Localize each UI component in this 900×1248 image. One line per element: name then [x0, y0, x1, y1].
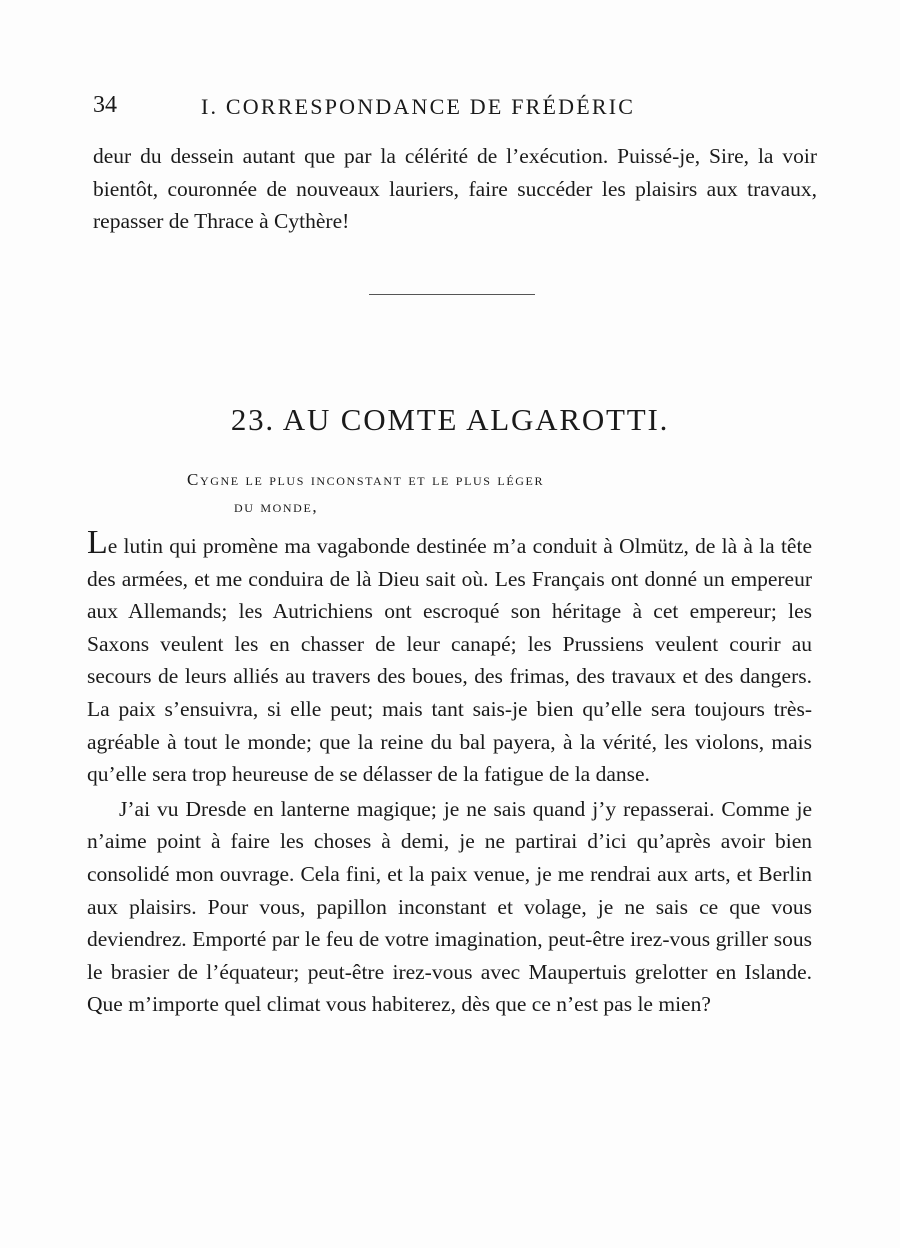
paragraph-1-text: e lutin qui promène ma vagabonde destinée m’a conduit à Olmütz, de là à la tête des armées, et me conduira de là Dieu sait où. Les Français ont donné un empereur aux Allemands; les Autrichiens ont escroqué son héritage à cet empereur; les Saxons veulent les en chasser de leur canapé; les Prussiens veulent courir au secours de leurs alliés au travers des boues, des frimas, des travaux et des dangers. La paix s’ensuivra, si elle peut; mais tant sais-je bien qu’elle sera toujours très-agréable à tout le monde; que la reine du bal payera, à la vérité, les violons, mais qu’elle sera trop heureuse de se délasser de la fatigue de la danse.	[87, 534, 812, 787]
salutation	[187, 466, 707, 520]
running-head	[93, 92, 813, 124]
running-title: I. CORRESPONDANCE DE FRÉDÉRIC	[201, 94, 636, 119]
letter-body	[87, 524, 812, 1021]
salutation-line-1: Cygne le plus inconstant et le plus léger	[187, 470, 545, 489]
section-divider	[369, 294, 535, 295]
continuation-paragraph: deur du dessein autant que par la célérité de l’exécution. Puissé-je, Sire, la voir bientôt, couronnée de nouveaux lauriers, faire succéder les plaisirs aux travaux, repasser de Thrace à Cythère!	[93, 144, 817, 234]
drop-cap: L	[87, 524, 108, 561]
letter-paragraph-2: J’ai vu Dresde en lanterne magique; je ne sais quand j’y repasserai. Comme je n’aime point à faire les choses à demi, je ne partirai d’ici qu’après avoir bien consolidé mon ouvrage. Cela fini, et la paix venue, je me rendrai aux arts, et Berlin aux plaisirs. Pour vous, papillon inconstant et volage, je ne sais ce que vous deviendrez. Emporté par le feu de votre imagination, peut-être irez-vous griller sous le brasier de l’équateur; peut-être irez-vous avec Maupertuis grelotter en Islande. Que m’importe quel climat vous habiterez, dès que ce n’est pas le mien?	[87, 796, 812, 1017]
letter-paragraph-1	[87, 524, 812, 791]
page-number: 34	[93, 92, 117, 118]
salutation-line-2: du monde,	[234, 497, 319, 516]
letter-title: 23. AU COMTE ALGAROTTI.	[230, 402, 670, 437]
